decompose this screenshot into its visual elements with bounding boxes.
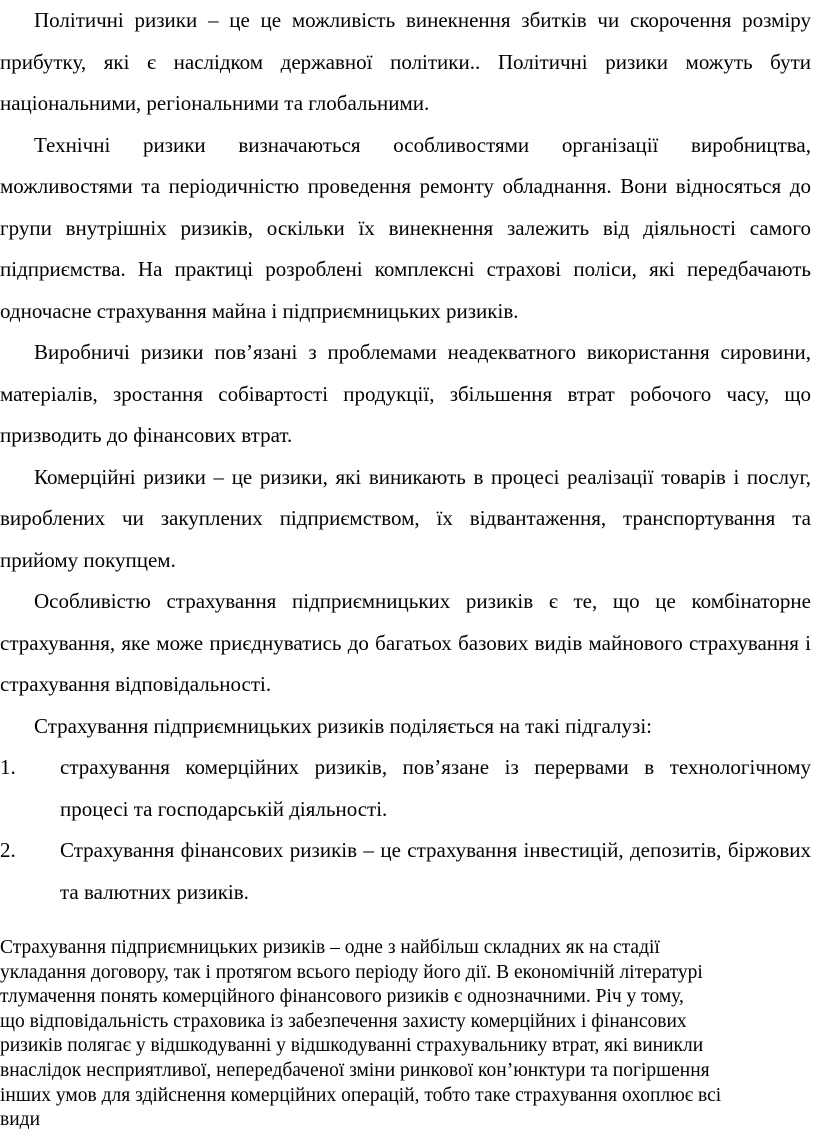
paragraph-production-risks: Виробничі ризики пов’язані з проблемами неадекватного використання сировини, матеріалів, зростання собівартості продукції, збільшення втрат робочого часу, що призводить до фінансових втрат. [0,340,811,447]
paragraph-political-risks: Політичні ризики – це це можливість винекнення збитків чи скорочення розміру прибутку, які є наслідком державної політики.. Політичні ризики можуть бути національними, регіональними та глобальними. [0,8,811,115]
paragraph-subsectors-intro: Страхування підприємницьких ризиків поділяється на такі підгалузі: [34,713,652,738]
closing-line: укладання договору, так і протягом всього періоду його дії. В економічній літературі [0,961,703,983]
closing-line: інших умов для здійснення комерційних операцій, тобто таке страхування охоплює всі [0,1084,722,1106]
closing-line: внаслідок несприятливої, непередбаченої зміни ринкової кон’юнктури та погіршення [0,1059,710,1081]
paragraph-insurance-feature: Особливістю страхування підприємницьких ризиків є те, що це комбінаторне страхування, яке може приєднуватись до багатьох базових видів майнового страхування і страхування відповідальності. [0,589,811,696]
closing-line: що відповідальність страховика із забезпечення захисту комерційних і фінансових [0,1010,687,1032]
list-number: 2. [0,838,16,862]
list-item-2 [0,830,811,913]
list-number: 1. [0,755,16,779]
closing-line: ризиків полягає у відшкодуванні у відшкодуванні страхувальнику втрат, які виникли [0,1035,704,1057]
closing-line: види [0,1109,40,1131]
paragraph-technical-risks: Технічні ризики визначаються особливостями організації виробництва, можливостями та періодичністю проведення ремонту обладнання. Вони відносяться до групи внутрішніх ризиків, оскільки їх винекнення залежить від діяльності самого підприємства. На практиці розроблені комплексні страхові поліси, які передбачають одночасне страхування майна і підприємницьких ризиків. [0,132,811,323]
closing-line: Страхування підприємницьких ризиків – одне з найбільш складних як на стадії [0,937,660,958]
list-text: Страхування фінансових ризиків – це страхування інвестицій, депозитів, біржових та валютних ризиків. [60,838,811,904]
closing-paragraph [0,936,790,1133]
paragraph-commercial-risks: Комерційні ризики – це ризики, які виникають в процесі реалізації товарів і послуг, вироблених чи закуплених підприємством, їх відвантаження, транспортування та прийому покупцем. [0,464,811,572]
list-item-1 [0,747,811,830]
closing-line: тлумачення понять комерційного фінансового ризиків є однозначними. Річ у тому, [0,986,684,1008]
list-text: страхування комерційних ризиків, пов’язане із перервами в технологічному процесі та господарській діяльності. [60,755,811,821]
